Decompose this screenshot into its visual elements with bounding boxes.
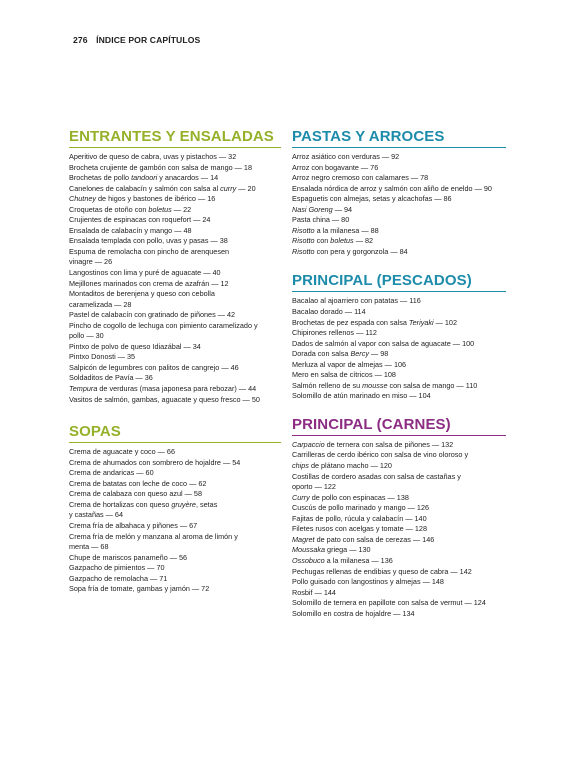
list-item [69,468,281,479]
entry-text: Costillas de cordero asadas con salsa de castañas y [292,471,461,481]
list-item [69,447,281,458]
entry-text: Moussaka [292,545,326,555]
entry-text: y castañas — 64 [69,510,123,520]
entry-text: Crema de hortalizas con queso [69,499,172,509]
entry-text: Carpaccio [292,439,325,449]
entry-text: Dorada con salsa [292,349,351,359]
entry-text: Bacalao dorado — 114 [292,307,366,317]
entry-text: Teriyaki [408,317,434,327]
list-item [69,184,281,195]
list-item [69,310,281,321]
list-item [69,532,281,543]
list-item [292,318,506,329]
entry-text: Risotto [292,236,315,246]
entry-text: Vasitos de salmón, gambas, aguacate y queso fresco — 50 [69,394,260,404]
entry-text: curry [220,183,237,193]
entry-text: Espuma de remolacha con pincho de arenquesen [69,246,230,256]
list-item [69,363,281,374]
section-sopas [69,423,281,595]
entry-text: Crujientes de espinacas con roquefort — 24 [69,215,211,225]
entry-text: Cuscús de pollo marinado y mango — 126 [292,503,430,513]
entry-text: Risotto [292,225,315,235]
list-item [69,268,281,279]
list-item [292,524,506,535]
list-item [292,391,506,402]
entry-text: Ossobuco [292,555,325,565]
right-column [292,128,506,633]
list-item [69,247,281,258]
list-item [69,479,281,490]
list-item [292,184,506,195]
entry-text: caramelizada — 28 [69,299,132,309]
page-number: 276 [73,35,88,45]
list-item [292,514,506,525]
entry-text: vinagre — 26 [69,257,113,267]
entry-text: Salpicón de legumbres con palitos de cangrejo — 46 [69,362,239,372]
list-item [292,545,506,556]
list-item [69,236,281,247]
list-item [292,588,506,599]
entry-text: Arroz negro cremoso con calamares — 78 [292,173,429,183]
list-item [292,247,506,258]
entry-text: Carrilleras de cerdo ibérico con salsa de vino oloroso y [292,450,469,460]
entry-text: — 94 [332,204,353,214]
entry-text: Langostinos con lima y puré de aguacate — 40 [69,268,221,278]
entry-text: y anacardos — 14 [157,173,219,183]
list-item [292,152,506,163]
entry-text: Magret [292,534,315,544]
list-item [292,349,506,360]
list-item [292,482,506,493]
entry-text: con pera y gorgonzola — 84 [314,246,408,256]
page-header [73,35,200,45]
list-item [292,535,506,546]
entry-text: Pollo guisado con langostinos y almejas — 148 [292,577,444,587]
entry-text: Merluza al vapor de almejas — 106 [292,359,407,369]
entry-text: Bercy [350,349,369,359]
entry-text: Croquetas de otoño con [69,204,149,214]
entry-text: — 82 [353,236,374,246]
entry-text: Chutney [69,194,97,204]
list-item [69,510,281,521]
list-item [292,226,506,237]
list-item [69,215,281,226]
entry-text: Montaditos de berenjena y queso con cebolla [69,289,215,299]
entry-text: Solomillo en costra de hojaldre — 134 [292,608,415,618]
entry-text: Crema fría de albahaca y piñones — 67 [69,520,198,530]
recipe-list [292,296,506,401]
entry-text: Canelones de calabacín y salmón con salsa al [69,183,221,193]
entry-text: de verduras (masa japonesa para rebozar) — 44 [97,384,257,394]
entry-text: Solomillo de ternera en papillote con salsa de vermut — 124 [292,598,486,608]
list-item [292,598,506,609]
entry-text: de pato con salsa de cerezas — 146 [314,534,435,544]
entry-text: Risotto [292,246,315,256]
entry-text: tandoori [131,173,158,183]
left-column [69,128,281,609]
list-item [69,489,281,500]
list-item [292,205,506,216]
entry-text: Soldaditos de Pavía — 36 [69,373,153,383]
list-item [69,226,281,237]
list-item [69,574,281,585]
list-item [69,584,281,595]
entry-text: Mero en salsa de cítricos — 108 [292,370,396,380]
section-title: PRINCIPAL (CARNES) [292,416,506,436]
entry-text: Crema de calabaza con queso azul — 58 [69,489,202,499]
entry-text: Mejillones marinados con crema de azafrán — 12 [69,278,229,288]
list-item [69,553,281,564]
list-item [292,556,506,567]
recipe-list [69,447,281,595]
section-title: SOPAS [69,423,281,443]
entry-text: Nasi Goreng [292,204,333,214]
entry-text: chips [292,461,309,471]
list-item [292,307,506,318]
entry-text: Ensalada nórdica de arroz y salmón con aliño de eneldo — 90 [292,183,492,193]
list-item [69,279,281,290]
entry-text: Crema de batatas con leche de coco — 62 [69,478,207,488]
list-item [292,360,506,371]
list-item [69,542,281,553]
entry-text: con salsa de mango — 110 [387,380,478,390]
entry-text: Curry [292,492,310,502]
entry-text: Crema de ahumados con sombrero de hojaldre — 54 [69,457,241,467]
section-entrantes [69,128,281,405]
list-item [69,384,281,395]
entry-text: Pasta china — 80 [292,215,350,225]
recipe-list [292,152,506,257]
section-title: ENTRANTES Y ENSALADAS [69,128,281,148]
entry-text: Filetes rusos con acelgas y tomate — 128 [292,524,427,534]
list-item [69,331,281,342]
entry-text: mousse [362,380,388,390]
section-title: PRINCIPAL (PESCADOS) [292,272,506,292]
entry-text: Pechugas rellenas de endibias y queso de cabra — 142 [292,566,472,576]
entry-text: Pintxo de polvo de queso Idiazábal — 34 [69,341,201,351]
section-title: PASTAS Y ARROCES [292,128,506,148]
entry-text: Fajitas de pollo, rúcula y calabacín — 140 [292,513,427,523]
list-item [69,173,281,184]
list-item [69,321,281,332]
entry-text: Ensalada templada con pollo, uvas y pasas — 38 [69,236,228,246]
entry-text: de ternera con salsa de piñones — 132 [324,439,454,449]
entry-text: Brocheta crujiente de gambón con salsa de mango — 18 [69,162,252,172]
section-pescados [292,272,506,401]
list-item [292,461,506,472]
list-item [292,296,506,307]
list-item [69,352,281,363]
entry-text: boletus [148,204,172,214]
recipe-list [292,440,506,619]
entry-text: Solomillo de atún marinado en miso — 104 [292,391,431,401]
entry-text: boletus [330,236,354,246]
list-item [292,163,506,174]
list-item [69,342,281,353]
section-carnes [292,416,506,619]
list-item [69,289,281,300]
list-item [292,450,506,461]
list-item [292,503,506,514]
entry-text: de higos y bastones de ibérico — 16 [96,194,216,204]
list-item [292,472,506,483]
running-title: ÍNDICE POR CAPÍTULOS [96,35,201,45]
entry-text: Crema de aguacate y coco — 66 [69,447,175,457]
entry-text: pollo — 30 [69,331,104,341]
entry-text: Salmón relleno de su [292,380,363,390]
list-item [69,163,281,174]
entry-text: Pastel de calabacín con gratinado de piñones — 42 [69,310,236,320]
entry-text: Gazpacho de pimientos — 70 [69,563,165,573]
entry-text: griega — 130 [325,545,371,555]
entry-text: Gazpacho de remolacha — 71 [69,573,168,583]
entry-text: Arroz asiático con verduras — 92 [292,152,400,161]
list-item [292,328,506,339]
list-item [69,300,281,311]
entry-text: , setas [195,499,218,509]
entry-text: Arroz con bogavante — 76 [292,162,379,172]
list-item [292,339,506,350]
entry-text: Pintxo Donosti — 35 [69,352,136,362]
list-item [69,152,281,163]
list-item [69,373,281,384]
list-item [292,609,506,620]
entry-text: — 98 [368,349,389,359]
entry-text: de pollo con espinacas — 138 [309,492,409,502]
list-item [292,567,506,578]
entry-text: de plátano macho — 120 [308,461,392,471]
entry-text: Crema de andaricas — 60 [69,468,154,478]
list-item [292,440,506,451]
entry-text: Pincho de cogollo de lechuga con pimiento caramelizado y [69,320,258,330]
list-item [292,370,506,381]
entry-text: Rosbif — 144 [292,587,336,597]
list-item [69,500,281,511]
entry-text: Chipirones rellenos — 112 [292,328,377,338]
list-item [69,458,281,469]
entry-text: — 22 [171,204,192,214]
entry-text: — 20 [236,183,256,193]
entry-text: Dados de salmón al vapor con salsa de aguacate — 100 [292,338,475,348]
list-item [69,563,281,574]
entry-text: — 102 [433,317,457,327]
list-item [69,194,281,205]
entry-text: Brochetas de pez espada con salsa [292,317,409,327]
list-item [292,173,506,184]
list-item [69,395,281,406]
entry-text: con [314,236,331,246]
list-item [69,521,281,532]
entry-text: menta — 68 [69,542,109,552]
list-item [292,381,506,392]
entry-text: Tempura [69,384,98,394]
entry-text: a la milanesa — 136 [324,555,393,565]
entry-text: Chupe de mariscos panameño — 56 [69,552,188,562]
entry-text: a la milanesa — 88 [314,225,379,235]
entry-text: gruyère [171,499,196,509]
list-item [69,257,281,268]
list-item [292,236,506,247]
entry-text: Ensalada de calabacín y mango — 48 [69,225,192,235]
recipe-list [69,152,281,405]
entry-text: Brochetas de pollo [69,173,132,183]
entry-text: Sopa fría de tomate, gambas y jamón — 72 [69,584,210,594]
list-item [292,493,506,504]
entry-text: Bacalao al ajoarriero con patatas — 116 [292,296,421,306]
section-pastas [292,128,506,257]
entry-text: Espaguetis con almejas, setas y alcachofas — 86 [292,194,452,204]
entry-text: Crema fría de melón y manzana al aroma de limón y [69,531,238,541]
entry-text: oporto — 122 [292,482,336,492]
list-item [292,194,506,205]
entry-text: Aperitivo de queso de cabra, uvas y pistachos — 32 [69,152,237,161]
list-item [69,205,281,216]
list-item [292,577,506,588]
list-item [292,215,506,226]
